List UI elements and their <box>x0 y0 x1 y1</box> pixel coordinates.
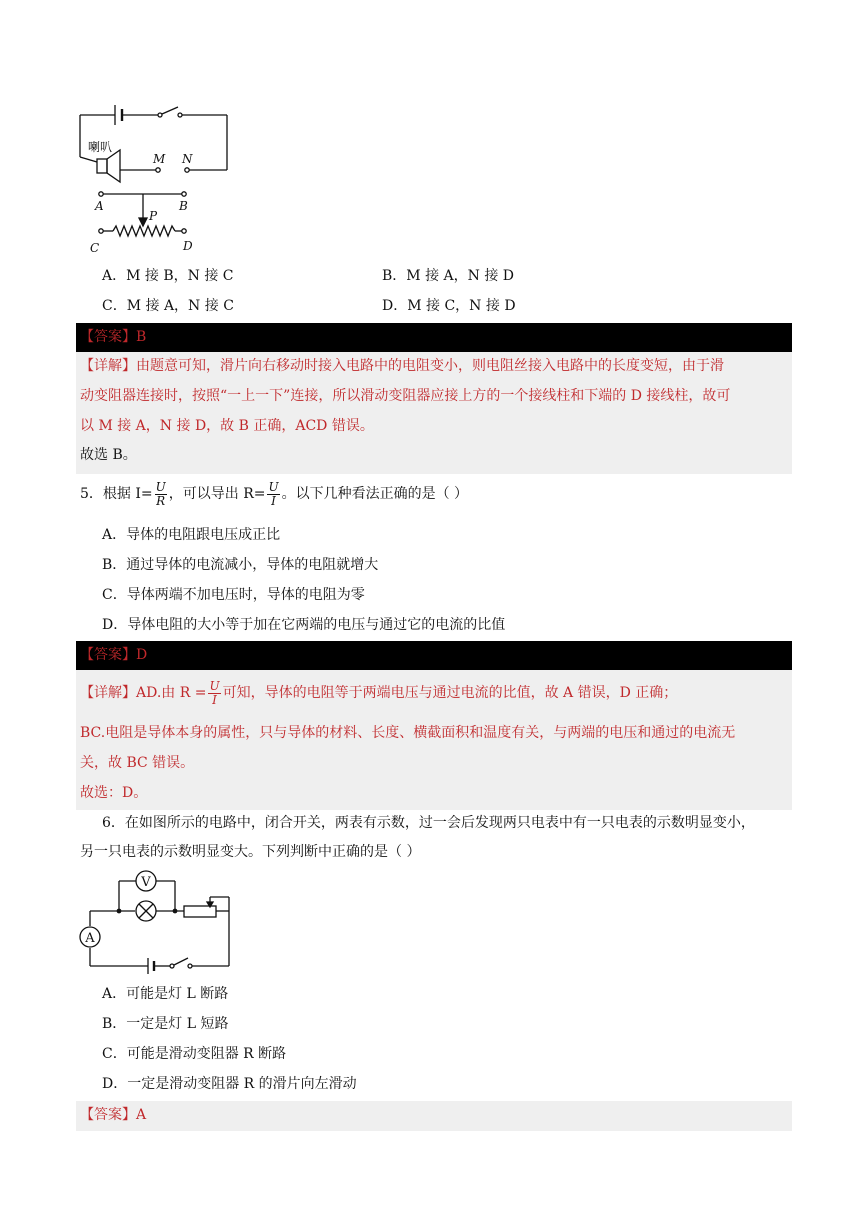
q4-detail-line-1: 【详解】由题意可知，滑片向右移动时接入电路中的电阻变小，则电阻丝接入电路中的长度变短，由于滑 <box>80 358 724 374</box>
q5-fraction-1 <box>155 481 167 508</box>
q6-answer-band <box>76 1101 792 1131</box>
q6-circuit-diagram <box>72 866 242 976</box>
q4-detail-line-3: 以 M 接 A，N 接 D，故 B 正确，ACD 错误。 <box>80 418 374 434</box>
q5-fraction-1-num: U <box>155 479 166 494</box>
q4-detail-line-2: 动变阻器连接时，按照“一上一下”连接，所以滑动变阻器应接上方的一个接线柱和下端的 D 接线柱，故可 <box>80 388 731 404</box>
q6-stem-line-1: 6．在如图所示的电路中，闭合开关，两表有示数，过一会后发现两只电表中有一只电表的示数明显变小， <box>102 815 755 831</box>
q6-option-d: D．一定是滑动变阻器 R 的滑片向左滑动 <box>102 1076 357 1092</box>
terminal-a: A <box>95 199 104 213</box>
q5-option-c: C．导体两端不加电压时，导体的电阻为零 <box>102 587 365 603</box>
q5-stem-b: ，可以导出 R= <box>168 486 266 502</box>
q5-fraction-2-den: I <box>271 493 276 508</box>
q5-option-d: D．导体电阻的大小等于加在它两端的电压与通过它的电流的比值 <box>102 617 506 633</box>
q5-stem-a: 5．根据 I= <box>80 486 153 502</box>
terminal-m: M <box>153 152 166 166</box>
terminal-d: D <box>183 239 193 253</box>
q5-detail-1b: 可知，导体的电阻等于两端电压与通过电流的比值，故 A 错误，D 正确； <box>222 685 678 701</box>
q5-stem-c: 。以下几种看法正确的是（ ） <box>281 486 469 502</box>
q6-answer-label: 【答案】A <box>80 1107 147 1123</box>
q5-answer-band <box>76 641 792 670</box>
q4-option-d: D．M 接 C，N 接 D <box>382 298 516 314</box>
speaker-label: 喇叭 <box>88 140 113 154</box>
q4-circuit-diagram <box>70 95 240 265</box>
q5-answer-label: 【答案】D <box>80 647 148 663</box>
q5-detail-line-3: 关，故 BC 错误。 <box>80 755 195 771</box>
q6-option-a: A．可能是灯 L 断路 <box>102 986 229 1002</box>
q4-option-a: A．M 接 B，N 接 C <box>102 268 234 284</box>
q5-stem <box>80 476 468 512</box>
q5-conclusion: 故选：D。 <box>80 785 148 801</box>
q5-fraction-2-num: U <box>268 479 279 494</box>
q6-option-b: B．一定是灯 L 短路 <box>102 1016 229 1032</box>
terminal-p: P <box>149 209 158 223</box>
q5-option-a: A．导体的电阻跟电压成正比 <box>102 527 281 543</box>
q4-answer-label: 【答案】B <box>80 329 147 345</box>
q5-option-b: B．通过导体的电流减小，导体的电阻就增大 <box>102 557 379 573</box>
q5-fraction-2 <box>267 481 279 508</box>
q4-conclusion: 故选 B。 <box>80 447 137 463</box>
voltmeter-label: V <box>141 875 151 890</box>
q4-option-c: C．M 接 A，N 接 C <box>102 298 234 314</box>
q5-detail-line-1 <box>80 675 677 711</box>
q5-detail-fraction <box>208 680 220 707</box>
q5-detail-1a: 【详解】AD.由 R = <box>80 685 207 701</box>
q4-answer-band <box>76 323 792 352</box>
terminal-c: C <box>90 241 100 255</box>
terminal-b: B <box>179 199 188 213</box>
terminal-n: N <box>182 152 193 166</box>
q5-detail-fraction-num: U <box>209 678 220 693</box>
q5-detail-line-2: BC.电阻是导体本身的属性，只与导体的材料、长度、横截面积和温度有关，与两端的电压和通过的电流无 <box>80 725 736 741</box>
q5-fraction-1-den: R <box>156 493 166 508</box>
q5-detail-fraction-den: I <box>212 692 217 707</box>
q4-option-b: B．M 接 A，N 接 D <box>382 268 515 284</box>
q6-option-c: C．可能是滑动变阻器 R 断路 <box>102 1046 287 1062</box>
ammeter-label: A <box>85 931 95 946</box>
q6-stem-line-2: 另一只电表的示数明显变大。下列判断中正确的是（ ） <box>80 844 421 860</box>
